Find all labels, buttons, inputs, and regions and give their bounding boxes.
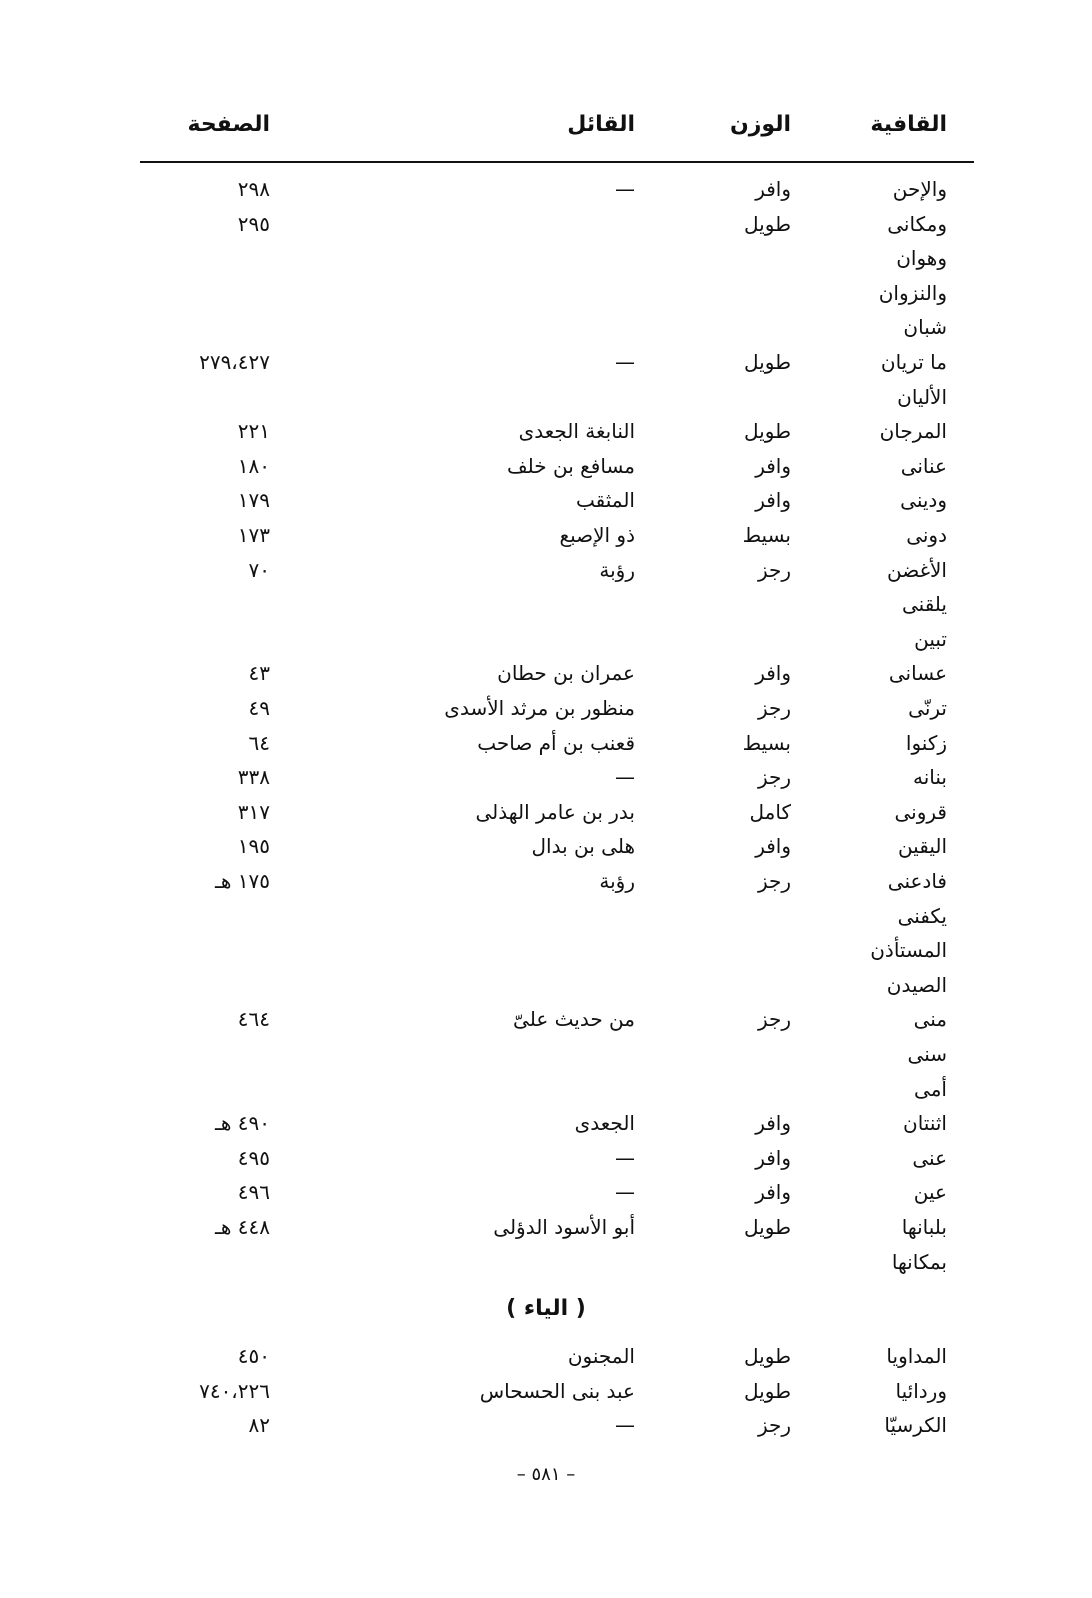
cell-page: ٧٤٠،٢٢٦ [199,1378,270,1403]
cell-page [70,310,270,344]
cell-rhyme: الصيدن [886,972,947,997]
header-page: الصفحة [187,112,270,137]
cell-meter: بسيط [742,730,791,755]
cell-speaker: المثقب [575,488,635,513]
cell-rhyme: عسانى [888,661,947,686]
cell-meter [671,587,791,621]
cell-speaker [295,622,635,656]
cell-speaker [295,899,635,933]
cell-meter [671,380,791,414]
cell-meter: رجز [757,765,791,790]
table-row [0,795,1092,829]
cell-speaker: رؤبة [599,557,635,582]
cell-meter: طويل [744,1378,791,1403]
cell-rhyme: اثنتان [903,1111,947,1136]
header-meter: الوزن [729,112,791,137]
cell-meter: طويل [744,211,791,236]
cell-meter [671,310,791,344]
cell-rhyme: المستأذن [870,938,947,963]
cell-rhyme: المداويا [886,1344,947,1368]
cell-meter: وافر [755,1111,791,1136]
cell-speaker [295,241,635,275]
cell-page [70,1072,270,1106]
cell-speaker: النابغة الجعدى [518,419,635,444]
cell-page [70,241,270,275]
table-row [0,760,1092,794]
cell-speaker: الجعدى [574,1111,635,1136]
cell-speaker [295,380,635,414]
table-row [0,899,1092,933]
cell-rhyme: يكفنى [897,903,947,928]
cell-rhyme: والنزوان [878,280,947,305]
table-row [0,587,1092,621]
cell-page [70,622,270,656]
table-row [0,1002,1092,1036]
cell-page: ٤٩٦ [237,1180,270,1205]
cell-rhyme: وهوان [896,246,947,271]
cell-meter: طويل [744,350,791,374]
cell-meter: رجز [757,869,791,893]
table-row [0,656,1092,690]
table-row [0,207,1092,241]
table-row [0,1210,1092,1244]
cell-meter [671,899,791,933]
section-title-ya: ( الياء ) [506,1296,586,1321]
cell-rhyme: قرونى [894,799,947,824]
cell-speaker: — [615,1145,635,1170]
cell-speaker [295,1037,635,1071]
cell-meter: بسيط [742,523,791,547]
table-row [0,380,1092,414]
cell-page: ١٧٩ [237,488,270,513]
cell-speaker: ذو الإصبع [559,523,635,547]
table-row [0,449,1092,483]
cell-speaker [295,1245,635,1279]
cell-speaker: مسافع بن خلف [506,453,635,478]
table-row [0,518,1092,552]
cell-page [70,933,270,967]
cell-rhyme: عين [913,1180,947,1205]
cell-rhyme: ومكانى [887,211,947,236]
cell-meter: وافر [755,177,791,201]
cell-rhyme: شبان [903,315,947,340]
cell-page: ١٩٥ [237,834,270,859]
cell-rhyme: منى [913,1007,947,1032]
cell-speaker: — [615,350,635,374]
cell-meter: رجز [757,1413,791,1438]
cell-page: ٤٥٠ [237,1344,270,1368]
cell-meter [671,241,791,275]
cell-page: ٤٩ [248,696,270,720]
cell-page: ٢٧٩،٤٢٧ [199,350,270,374]
cell-page: ٢٩٥ [237,211,270,236]
table-row [0,726,1092,760]
header-rule [140,161,974,163]
cell-page: ٣١٧ [237,799,270,824]
table-row [0,1141,1092,1175]
table-row [0,622,1092,656]
cell-speaker: — [615,1413,635,1438]
table-row [0,968,1092,1002]
table-row [0,829,1092,863]
cell-speaker: عمران بن حطان [497,661,635,686]
cell-speaker [295,207,635,241]
cell-speaker: بدر بن عامر الهذلى [475,799,635,824]
cell-rhyme: سنى [907,1042,947,1066]
cell-rhyme: الأليان [897,384,947,409]
cell-meter: رجز [757,557,791,582]
cell-meter: وافر [755,1180,791,1205]
cell-meter: وافر [755,488,791,513]
table-row [0,1072,1092,1106]
cell-meter [671,622,791,656]
cell-rhyme: أمى [914,1076,947,1101]
cell-meter: رجز [757,696,791,720]
cell-meter [671,1245,791,1279]
cell-meter [671,933,791,967]
cell-speaker: هلى بن بدال [531,834,635,859]
cell-page: ١٧٣ [237,523,270,547]
cell-page [70,380,270,414]
cell-page: ٤٦٤ [237,1007,270,1032]
table-row [0,241,1092,275]
cell-meter: كامل [749,799,791,824]
cell-page: ٢٢١ [237,419,270,444]
cell-page: ٧٠ [248,557,270,582]
cell-page [70,587,270,621]
cell-page [70,1245,270,1279]
cell-speaker: أبو الأسود الدؤلى [493,1215,635,1239]
table-row [0,864,1092,898]
cell-meter [671,276,791,310]
table-row [0,414,1092,448]
cell-rhyme: بمكانها [891,1249,947,1274]
cell-rhyme: بنانه [913,765,947,790]
cell-meter: وافر [755,453,791,478]
cell-speaker: — [615,765,635,790]
cell-speaker: من حديث علىّ [513,1007,635,1032]
cell-meter [671,1037,791,1071]
cell-page: ٤٣ [248,661,270,686]
cell-page [70,899,270,933]
cell-rhyme: ودينى [900,488,947,513]
cell-rhyme: عنانى [900,453,947,478]
cell-meter [671,1072,791,1106]
cell-speaker [295,968,635,1002]
cell-rhyme: فادعنى [887,869,947,893]
table-row [0,553,1092,587]
cell-speaker: رؤبة [599,869,635,893]
cell-rhyme: يلقنى [901,592,947,617]
table-row [0,1245,1092,1279]
cell-rhyme: تبين [914,626,947,651]
cell-speaker: — [615,1180,635,1205]
cell-speaker: منظور بن مرثد الأسدى [444,696,635,720]
table-row [0,310,1092,344]
table-row [0,483,1092,517]
cell-rhyme: بلبانها [901,1215,947,1239]
cell-meter: وافر [755,1145,791,1170]
cell-speaker [295,276,635,310]
header-speaker: القائل [567,112,635,137]
table-row [0,172,1092,206]
cell-meter: طويل [744,1344,791,1368]
cell-rhyme: الكرسيّا [884,1413,947,1438]
table-row [0,345,1092,379]
cell-page: ٢٩٨ [237,177,270,201]
cell-page [70,276,270,310]
cell-page: ٤٩٥ [237,1145,270,1170]
cell-rhyme: المرجان [879,419,947,444]
cell-speaker [295,933,635,967]
page-number: – ٥٨١ – [516,1464,576,1485]
cell-meter: وافر [755,834,791,859]
cell-page: ٤٩٠ هـ [215,1111,270,1136]
cell-page [70,968,270,1002]
table-row [0,1339,1092,1373]
cell-speaker: — [615,177,635,201]
cell-rhyme: وردائيا [895,1378,947,1403]
cell-page: ١٨٠ [237,453,270,478]
cell-meter: وافر [755,661,791,686]
header-rhyme: القافية [870,112,947,137]
cell-page: ٦٤ [248,730,270,755]
cell-page: ٤٤٨ هـ [215,1215,270,1239]
cell-rhyme: اليقين [897,834,947,859]
cell-speaker [295,1072,635,1106]
cell-meter: طويل [744,419,791,444]
cell-speaker [295,310,635,344]
cell-speaker: قعنب بن أم صاحب [477,730,635,755]
table-row [0,1408,1092,1442]
cell-speaker [295,587,635,621]
cell-rhyme: الأغضن [887,557,947,582]
table-row [0,691,1092,725]
cell-meter: طويل [744,1215,791,1239]
table-row [0,1374,1092,1408]
cell-rhyme: ترنّى [908,696,947,720]
cell-speaker: المجنون [567,1344,635,1368]
table-row [0,1037,1092,1071]
cell-speaker: عبد بنى الحسحاس [479,1378,635,1403]
cell-rhyme: دونى [906,523,947,547]
table-row [0,1175,1092,1209]
table-row [0,276,1092,310]
cell-page [70,1037,270,1071]
cell-rhyme: عنى [912,1145,947,1170]
cell-meter [671,968,791,1002]
cell-page: ١٧٥ هـ [215,869,270,893]
cell-page: ٣٣٨ [237,765,270,790]
table-row [0,1106,1092,1140]
cell-rhyme: زكنوا [905,730,947,755]
cell-rhyme: ما تريان [880,350,947,374]
cell-rhyme: والإحن [892,177,947,201]
cell-page: ٨٢ [248,1413,270,1438]
cell-meter: رجز [757,1007,791,1032]
table-row [0,933,1092,967]
